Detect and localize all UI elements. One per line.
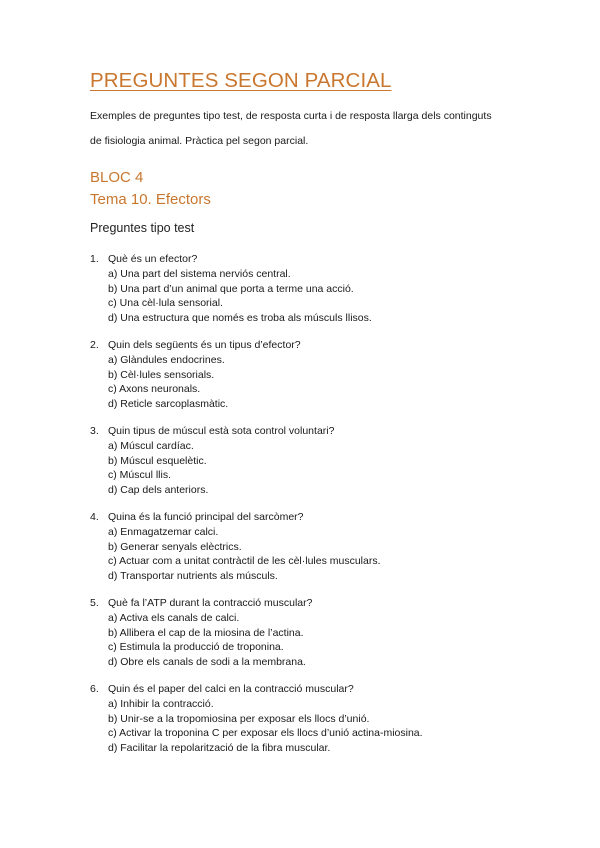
question-1 xyxy=(90,252,560,326)
answer-option-b: b) Allibera el cap de la miosina de l’actina. xyxy=(108,626,304,639)
answer-option-c: c) Una cèl·lula sensorial. xyxy=(108,297,223,310)
question-text: Quin tipus de múscul està sota control voluntari? xyxy=(108,424,335,437)
answer-option-b: b) Una part d’un animal que porta a terme una acció. xyxy=(108,282,354,295)
question-text: Quina és la funció principal del sarcòmer? xyxy=(108,510,304,523)
answer-option-d: d) Obre els canals de sodi a la membrana. xyxy=(108,656,306,669)
section-heading: Preguntes tipo test xyxy=(90,221,195,235)
intro-line-1: Exemples de preguntes tipo test, de resposta curta i de resposta llarga dels continguts xyxy=(90,110,492,122)
answer-options xyxy=(90,353,560,412)
question-text: Quin és el paper del calci en la contracció muscular? xyxy=(108,682,354,695)
intro-line-2: de fisiologia animal. Pràctica pel segon parcial. xyxy=(90,135,309,147)
answer-option-d: d) Reticle sarcoplasmàtic. xyxy=(108,398,229,411)
answer-option-a: a) Activa els canals de calci. xyxy=(108,611,240,624)
answer-options xyxy=(90,697,560,756)
question-3 xyxy=(90,424,560,498)
question-text: Què és un efector? xyxy=(108,253,198,265)
question-number: 4. xyxy=(90,510,99,523)
answer-options xyxy=(90,267,560,326)
intro-paragraph xyxy=(90,104,530,154)
answer-option-d: d) Facilitar la repolarització de la fibra muscular. xyxy=(108,742,331,755)
question-5 xyxy=(90,596,560,670)
answer-option-d: d) Cap dels anteriors. xyxy=(108,484,209,497)
answer-option-b: b) Generar senyals elèctrics. xyxy=(108,540,242,553)
answer-option-c: c) Estimula la producció de troponina. xyxy=(108,641,284,654)
question-number: 6. xyxy=(90,682,99,695)
answer-options xyxy=(90,525,560,584)
page-title: PREGUNTES SEGON PARCIAL xyxy=(90,69,392,92)
answer-option-d: d) Una estructura que només es troba als músculs llisos. xyxy=(108,312,372,325)
answer-options xyxy=(90,611,560,670)
answer-options xyxy=(90,439,560,498)
answer-option-b: b) Múscul esquelètic. xyxy=(108,454,207,467)
answer-option-a: a) Glàndules endocrines. xyxy=(108,353,225,366)
answer-option-c: c) Actuar com a unitat contràctil de les cèl·lules musculars. xyxy=(108,555,381,568)
question-6 xyxy=(90,682,560,756)
question-4 xyxy=(90,510,560,584)
answer-option-b: b) Unir-se a la tropomiosina per exposar els llocs d’unió. xyxy=(108,712,370,725)
answer-option-c: c) Axons neuronals. xyxy=(108,383,201,396)
answer-option-d: d) Transportar nutrients als músculs. xyxy=(108,570,278,583)
questions-list xyxy=(90,252,560,768)
question-text: Què fa l’ATP durant la contracció muscular? xyxy=(108,596,313,609)
question-text: Quin dels següents és un tipus d’efector? xyxy=(108,338,301,351)
answer-option-a: a) Una part del sistema nerviós central. xyxy=(108,267,291,280)
question-number: 3. xyxy=(90,424,99,437)
question-number: 2. xyxy=(90,338,99,351)
question-number: 1. xyxy=(90,253,99,265)
question-2 xyxy=(90,338,560,412)
answer-option-a: a) Enmagatzemar calci. xyxy=(108,525,219,538)
answer-option-a: a) Múscul cardíac. xyxy=(108,439,194,452)
tema-heading: Tema 10. Efectors xyxy=(90,191,211,208)
question-number: 5. xyxy=(90,596,99,609)
bloc-heading: BLOC 4 xyxy=(90,169,144,186)
answer-option-a: a) Inhibir la contracció. xyxy=(108,697,214,710)
answer-option-b: b) Cèl·lules sensorials. xyxy=(108,368,215,381)
answer-option-c: c) Activar la troponina C per exposar els llocs d’unió actina-miosina. xyxy=(108,727,423,740)
answer-option-c: c) Múscul llis. xyxy=(108,469,172,482)
